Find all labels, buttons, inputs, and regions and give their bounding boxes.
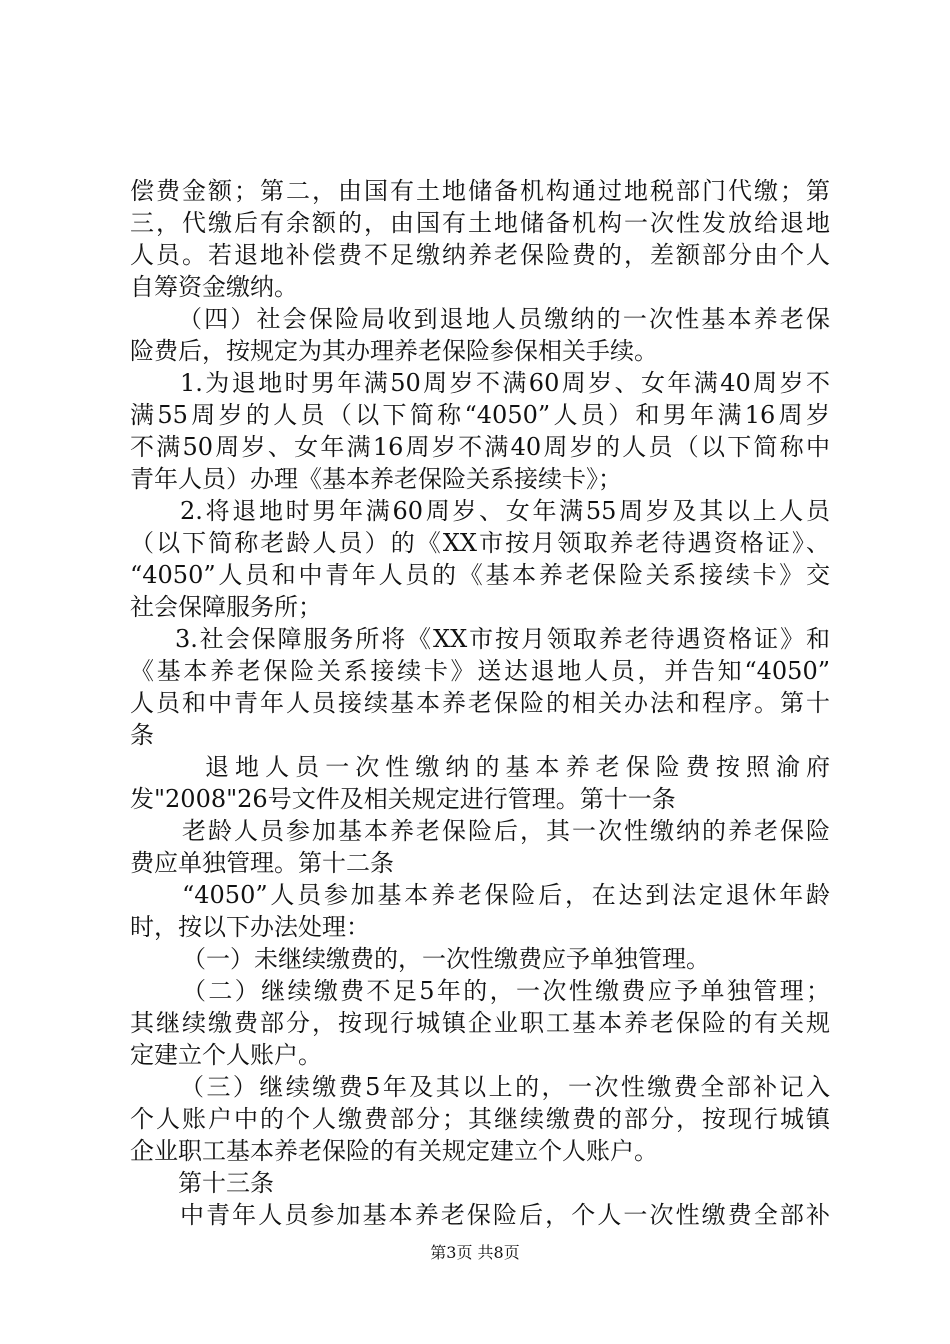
body-text-line: （四）社会保险局收到退地人员缴纳的一次性基本养老保: [178, 305, 830, 333]
body-text-line: 其继续缴费部分，按现行城镇企业职工基本养老保险的有关规: [130, 1009, 830, 1037]
body-text-line: （一）未继续缴费的，一次性缴费应予单独管理。: [182, 945, 710, 973]
body-text-line: （三）继续缴费5年及其以上的，一次性缴费全部补记入: [180, 1073, 830, 1101]
article-heading: 第十三条: [178, 1169, 274, 1197]
body-text-line: （以下简称老龄人员）的《XX市按月领取养老待遇资格证》、: [130, 529, 830, 557]
body-text-line: 费应单独管理。第十二条: [130, 849, 394, 877]
body-text-line: 退地人员一次性缴纳的基本养老保险费按照渝府: [205, 753, 830, 781]
body-text-line: 青年人员）办理《基本养老保险关系接续卡》；: [130, 465, 622, 493]
body-text-line: “4050”人员参加基本养老保险后，在达到法定退休年龄: [182, 881, 830, 909]
body-text-line: 2.将退地时男年满60周岁、女年满55周岁及其以上人员: [180, 497, 830, 525]
body-text-line: 个人账户中的个人缴费部分；其继续缴费的部分，按现行城镇: [130, 1105, 830, 1133]
body-text-line: 不满50周岁、女年满16周岁不满40周岁的人员（以下简称中: [130, 433, 830, 461]
body-text-line: 《基本养老保险关系接续卡》送达退地人员，并告知“4050”: [130, 657, 830, 685]
body-text-line: 企业职工基本养老保险的有关规定建立个人账户。: [130, 1137, 658, 1165]
body-text-line: 人员。若退地补偿费不足缴纳养老保险费的，差额部分由个人: [130, 241, 830, 269]
body-text-line: 社会保障服务所；: [130, 593, 322, 621]
body-text-line: 中青年人员参加基本养老保险后，个人一次性缴费全部补: [180, 1201, 830, 1229]
body-text-line: 险费后，按规定为其办理养老保险参保相关手续。: [130, 337, 658, 365]
body-text-line: （二）继续缴费不足5年的，一次性缴费应予单独管理；: [182, 977, 830, 1005]
body-text-line: 发"2008"26号文件及相关规定进行管理。第十一条: [130, 785, 676, 813]
body-text-line: 人员和中青年人员接续基本养老保险的相关办法和程序。第十: [130, 689, 830, 717]
body-text-line: 条: [130, 721, 154, 749]
page-number-footer: 第3页 共8页: [430, 1243, 520, 1262]
body-text-line: 三，代缴后有余额的，由国有土地储备机构一次性发放给退地: [130, 209, 830, 237]
body-text-line: 1.为退地时男年满50周岁不满60周岁、女年满40周岁不: [180, 369, 830, 397]
body-text-line: 时，按以下办法处理：: [130, 913, 370, 941]
body-text-line: 老龄人员参加基本养老保险后，其一次性缴纳的养老保险: [182, 817, 830, 845]
body-text-line: 定建立个人账户。: [130, 1041, 322, 1069]
body-text-line: 3.社会保障服务所将《XX市按月领取养老待遇资格证》和: [175, 625, 830, 653]
body-text-line: 自筹资金缴纳。: [130, 273, 298, 301]
body-text-line: “4050”人员和中青年人员的《基本养老保险关系接续卡》交: [130, 561, 830, 589]
body-text-line: 满55周岁的人员（以下简称“4050”人员）和男年满16周岁: [130, 401, 830, 429]
body-text-line: 偿费金额；第二，由国有土地储备机构通过地税部门代缴；第: [130, 177, 830, 205]
